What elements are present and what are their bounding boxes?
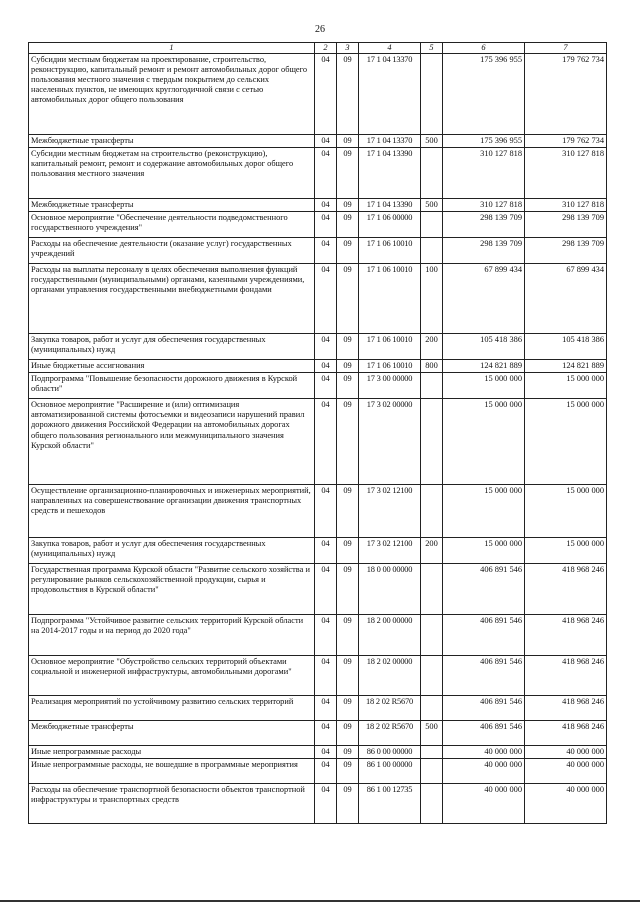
- table-row: [29, 373, 607, 399]
- row-expense-type: 500: [421, 135, 443, 148]
- row-target-article: 17 1 06 10010: [359, 264, 421, 334]
- row-section: 04: [315, 485, 337, 538]
- row-subsection: 09: [337, 399, 359, 485]
- row-section: 04: [315, 656, 337, 696]
- row-expense-type: [421, 696, 443, 721]
- row-subsection: 09: [337, 373, 359, 399]
- column-header: 2: [315, 43, 337, 54]
- row-amount-year-2: 124 821 889: [525, 360, 607, 373]
- row-amount-year-2: 40 000 000: [525, 746, 607, 759]
- row-subsection: 09: [337, 264, 359, 334]
- row-section: 04: [315, 615, 337, 656]
- row-name: Государственная программа Курской области "Развитие сельского хозяйства и регулирование рынков сельскохозяйственной продукции, сырья и продовольствия в Курской области": [29, 564, 315, 615]
- row-subsection: 09: [337, 538, 359, 564]
- row-amount-year-1: 40 000 000: [443, 746, 525, 759]
- row-section: 04: [315, 238, 337, 264]
- table-row: [29, 746, 607, 759]
- page-bottom-edge: [0, 900, 640, 902]
- row-name: Субсидии местным бюджетам на проектирование, строительство, реконструкцию, капитальный ремонт и ремонт автомобильных дорог общего пользования местного значения с твердым покрытием до сельских населенных пунктов, не имеющих круглогодичной связи с сетью автомобильных дорог общего пользования: [29, 54, 315, 135]
- row-target-article: 86 1 00 12735: [359, 784, 421, 824]
- row-name: Межбюджетные трансферты: [29, 721, 315, 746]
- row-amount-year-1: 406 891 546: [443, 721, 525, 746]
- row-expense-type: 100: [421, 264, 443, 334]
- row-amount-year-1: 406 891 546: [443, 656, 525, 696]
- table-row: [29, 264, 607, 334]
- table-row: [29, 399, 607, 485]
- row-amount-year-1: 175 396 955: [443, 135, 525, 148]
- page-number: 26: [315, 24, 325, 35]
- row-subsection: 09: [337, 746, 359, 759]
- row-expense-type: 200: [421, 538, 443, 564]
- row-expense-type: [421, 54, 443, 135]
- row-target-article: 17 1 06 10010: [359, 238, 421, 264]
- budget-table: [28, 42, 607, 824]
- row-amount-year-1: 15 000 000: [443, 399, 525, 485]
- row-section: 04: [315, 373, 337, 399]
- table-body: [29, 54, 607, 824]
- row-subsection: 09: [337, 784, 359, 824]
- row-name: Осуществление организационно-планировочных и инженерных мероприятий, направленных на совершенствование организации движения транспортных средств и пешеходов: [29, 485, 315, 538]
- row-name: Основное мероприятие "Обустройство сельских территорий объектами социальной и инженерной инфраструктуры, автомобильными дорогами": [29, 656, 315, 696]
- table-row: [29, 212, 607, 238]
- row-subsection: 09: [337, 199, 359, 212]
- row-section: 04: [315, 360, 337, 373]
- row-target-article: 17 3 00 00000: [359, 373, 421, 399]
- table-row: [29, 135, 607, 148]
- row-amount-year-1: 40 000 000: [443, 784, 525, 824]
- row-name: Закупка товаров, работ и услуг для обеспечения государственных (муниципальных) нужд: [29, 334, 315, 360]
- row-subsection: 09: [337, 696, 359, 721]
- row-amount-year-2: 418 968 246: [525, 564, 607, 615]
- row-name: Подпрограмма "Устойчивое развитие сельских территорий Курской области на 2014-2017 годы и на период до 2020 года": [29, 615, 315, 656]
- row-subsection: 09: [337, 721, 359, 746]
- table-row: [29, 199, 607, 212]
- row-amount-year-2: 105 418 386: [525, 334, 607, 360]
- table-row: [29, 784, 607, 824]
- row-target-article: 18 2 00 00000: [359, 615, 421, 656]
- row-section: 04: [315, 148, 337, 199]
- row-amount-year-1: 298 139 709: [443, 212, 525, 238]
- row-amount-year-2: 310 127 818: [525, 199, 607, 212]
- row-amount-year-1: 67 899 434: [443, 264, 525, 334]
- row-amount-year-2: 40 000 000: [525, 784, 607, 824]
- row-target-article: 18 2 02 R5670: [359, 696, 421, 721]
- row-amount-year-1: 124 821 889: [443, 360, 525, 373]
- column-header: 1: [29, 43, 315, 54]
- row-section: 04: [315, 564, 337, 615]
- row-target-article: 17 3 02 12100: [359, 485, 421, 538]
- row-expense-type: [421, 656, 443, 696]
- row-amount-year-2: 15 000 000: [525, 485, 607, 538]
- row-target-article: 17 3 02 00000: [359, 399, 421, 485]
- row-expense-type: 200: [421, 334, 443, 360]
- row-expense-type: [421, 615, 443, 656]
- row-amount-year-2: 298 139 709: [525, 212, 607, 238]
- table-row: [29, 238, 607, 264]
- row-subsection: 09: [337, 360, 359, 373]
- row-amount-year-2: 40 000 000: [525, 759, 607, 784]
- row-amount-year-1: 15 000 000: [443, 538, 525, 564]
- row-amount-year-2: 418 968 246: [525, 721, 607, 746]
- table-row: [29, 360, 607, 373]
- row-amount-year-2: 418 968 246: [525, 615, 607, 656]
- row-subsection: 09: [337, 148, 359, 199]
- row-target-article: 18 2 02 R5670: [359, 721, 421, 746]
- row-expense-type: [421, 784, 443, 824]
- row-amount-year-2: 179 762 734: [525, 54, 607, 135]
- table-row: [29, 759, 607, 784]
- row-name: Расходы на обеспечение транспортной безопасности объектов транспортной инфраструктуры и транспортных средств: [29, 784, 315, 824]
- row-amount-year-1: 40 000 000: [443, 759, 525, 784]
- row-amount-year-2: 310 127 818: [525, 148, 607, 199]
- row-target-article: 17 1 04 13370: [359, 54, 421, 135]
- row-expense-type: [421, 759, 443, 784]
- row-target-article: 17 1 06 10010: [359, 334, 421, 360]
- row-section: 04: [315, 135, 337, 148]
- row-amount-year-1: 406 891 546: [443, 564, 525, 615]
- row-section: 04: [315, 264, 337, 334]
- row-subsection: 09: [337, 656, 359, 696]
- row-section: 04: [315, 759, 337, 784]
- row-section: 04: [315, 199, 337, 212]
- row-name: Иные непрограммные расходы, не вошедшие в программные мероприятия: [29, 759, 315, 784]
- row-expense-type: [421, 373, 443, 399]
- row-expense-type: [421, 148, 443, 199]
- column-header: 7: [525, 43, 607, 54]
- row-target-article: 18 2 02 00000: [359, 656, 421, 696]
- row-section: 04: [315, 746, 337, 759]
- row-name: Основное мероприятие "Расширение и (или) оптимизация автоматизированной системы фотосъемки и видеозаписи нарушений правил дорожного движения Российской Федерации на автомобильных дорогах общего пользования регионального или межмуниципального значения Курской области": [29, 399, 315, 485]
- row-target-article: 17 1 06 10010: [359, 360, 421, 373]
- row-amount-year-2: 298 139 709: [525, 238, 607, 264]
- row-amount-year-1: 15 000 000: [443, 485, 525, 538]
- row-amount-year-1: 298 139 709: [443, 238, 525, 264]
- row-section: 04: [315, 54, 337, 135]
- row-name: Межбюджетные трансферты: [29, 135, 315, 148]
- row-subsection: 09: [337, 238, 359, 264]
- row-target-article: 17 1 04 13370: [359, 135, 421, 148]
- row-name: Реализация мероприятий по устойчивому развитию сельских территорий: [29, 696, 315, 721]
- table-row: [29, 538, 607, 564]
- row-target-article: 17 3 02 12100: [359, 538, 421, 564]
- row-subsection: 09: [337, 135, 359, 148]
- row-name: Субсидии местным бюджетам на строительство (реконструкцию), капитальный ремонт, ремонт и содержание автомобильных дорог общего пользования местного значения: [29, 148, 315, 199]
- row-amount-year-1: 406 891 546: [443, 615, 525, 656]
- row-name: Подпрограмма "Повышение безопасности дорожного движения в Курской области": [29, 373, 315, 399]
- table-row: [29, 334, 607, 360]
- column-number-row: [29, 43, 607, 54]
- column-header: 6: [443, 43, 525, 54]
- row-subsection: 09: [337, 759, 359, 784]
- row-section: 04: [315, 696, 337, 721]
- column-header: 4: [359, 43, 421, 54]
- table-row: [29, 615, 607, 656]
- row-amount-year-2: 15 000 000: [525, 399, 607, 485]
- row-amount-year-1: 15 000 000: [443, 373, 525, 399]
- row-section: 04: [315, 334, 337, 360]
- row-expense-type: [421, 485, 443, 538]
- table-row: [29, 148, 607, 199]
- row-expense-type: [421, 564, 443, 615]
- row-expense-type: 800: [421, 360, 443, 373]
- row-expense-type: [421, 399, 443, 485]
- row-subsection: 09: [337, 54, 359, 135]
- row-name: Расходы на выплаты персоналу в целях обеспечения выполнения функций государственными (муниципальными) органами, казенными учреждениями, органами управления государственными внебюджетными фондами: [29, 264, 315, 334]
- row-subsection: 09: [337, 615, 359, 656]
- row-subsection: 09: [337, 334, 359, 360]
- row-subsection: 09: [337, 564, 359, 615]
- row-target-article: 17 1 04 13390: [359, 148, 421, 199]
- row-expense-type: [421, 238, 443, 264]
- row-subsection: 09: [337, 485, 359, 538]
- column-header: 3: [337, 43, 359, 54]
- table-row: [29, 54, 607, 135]
- row-section: 04: [315, 784, 337, 824]
- row-section: 04: [315, 538, 337, 564]
- row-target-article: 18 0 00 00000: [359, 564, 421, 615]
- row-section: 04: [315, 721, 337, 746]
- row-amount-year-1: 175 396 955: [443, 54, 525, 135]
- row-amount-year-1: 310 127 818: [443, 148, 525, 199]
- table-row: [29, 696, 607, 721]
- row-name: Основное мероприятие "Обеспечение деятельности подведомственного государственного учреждения": [29, 212, 315, 238]
- row-amount-year-2: 67 899 434: [525, 264, 607, 334]
- row-name: Расходы на обеспечение деятельности (оказание услуг) государственных учреждений: [29, 238, 315, 264]
- row-amount-year-1: 105 418 386: [443, 334, 525, 360]
- row-section: 04: [315, 399, 337, 485]
- table-row: [29, 564, 607, 615]
- row-amount-year-2: 179 762 734: [525, 135, 607, 148]
- table-row: [29, 485, 607, 538]
- row-target-article: 17 1 06 00000: [359, 212, 421, 238]
- table-row: [29, 721, 607, 746]
- row-amount-year-2: 418 968 246: [525, 656, 607, 696]
- row-amount-year-1: 310 127 818: [443, 199, 525, 212]
- row-name: Иные непрограммные расходы: [29, 746, 315, 759]
- row-name: Межбюджетные трансферты: [29, 199, 315, 212]
- row-section: 04: [315, 212, 337, 238]
- row-amount-year-1: 406 891 546: [443, 696, 525, 721]
- row-target-article: 86 0 00 00000: [359, 746, 421, 759]
- row-amount-year-2: 15 000 000: [525, 538, 607, 564]
- row-name: Иные бюджетные ассигнования: [29, 360, 315, 373]
- column-header: 5: [421, 43, 443, 54]
- row-target-article: 86 1 00 00000: [359, 759, 421, 784]
- row-expense-type: [421, 212, 443, 238]
- row-subsection: 09: [337, 212, 359, 238]
- row-name: Закупка товаров, работ и услуг для обеспечения государственных (муниципальных) нужд: [29, 538, 315, 564]
- table-row: [29, 656, 607, 696]
- row-expense-type: 500: [421, 199, 443, 212]
- row-target-article: 17 1 04 13390: [359, 199, 421, 212]
- row-amount-year-2: 15 000 000: [525, 373, 607, 399]
- row-expense-type: 500: [421, 721, 443, 746]
- row-amount-year-2: 418 968 246: [525, 696, 607, 721]
- row-expense-type: [421, 746, 443, 759]
